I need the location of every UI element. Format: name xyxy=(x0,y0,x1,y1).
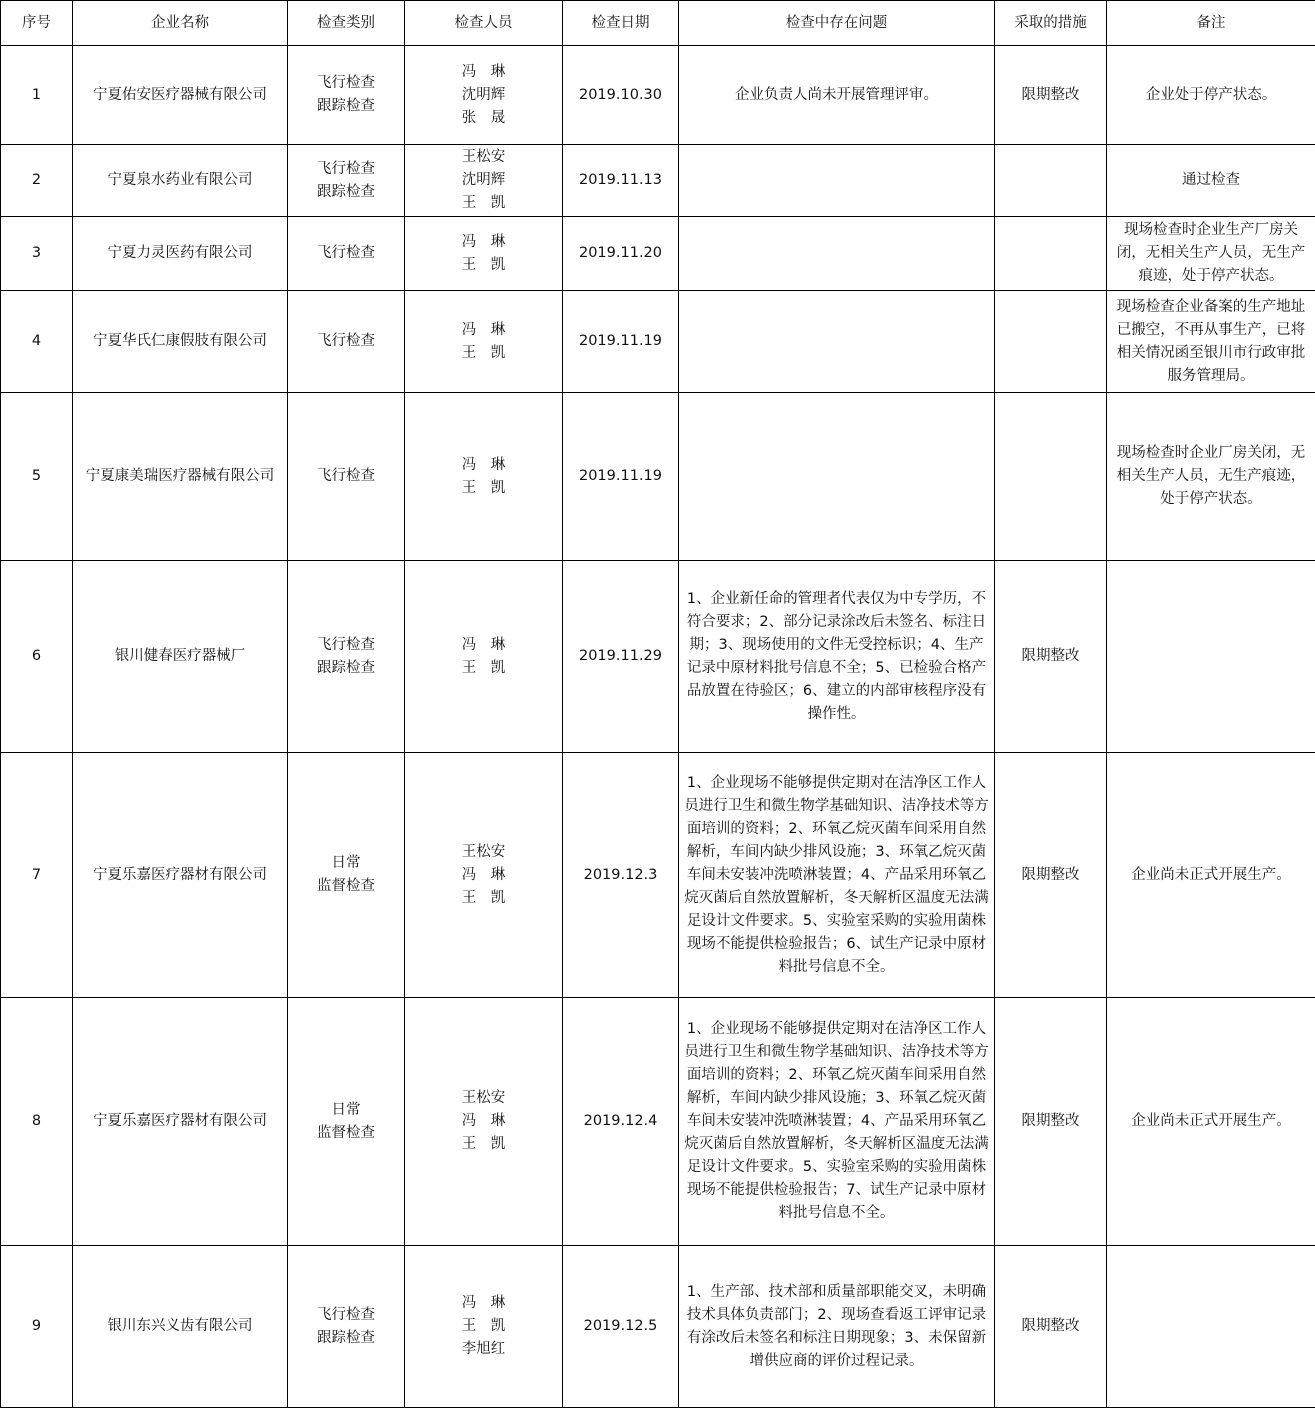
cell-no: 2 xyxy=(1,145,73,217)
header-problems: 检查中存在问题 xyxy=(679,1,995,46)
table-row xyxy=(1,217,1315,291)
inspector-name: 王 凯 xyxy=(461,256,506,273)
table-row xyxy=(1,291,1315,393)
cell-date: 2019.11.20 xyxy=(563,217,679,291)
table-row xyxy=(1,561,1315,753)
inspector-name: 沈明辉 xyxy=(461,86,506,103)
inspector-name: 王松安 xyxy=(461,843,506,860)
cell-problems: 1、企业现场不能够提供定期对在洁净区工作人员进行卫生和微生物学基础知识、洁净技术等方面培训的资料；2、环氧乙烷灭菌车间采用自然解析，车间内缺少排风设施；3、环氧乙烷灭菌车间未安装冲洗喷淋装置；4、产品采用环氧乙烷灭菌后自然放置解析，冬天解析区温度无法满足设计文件要求。5、实验室采购的实验用菌株现场不能提供检验报告；7、试生产记录中原材料批号信息不全。 xyxy=(679,998,995,1246)
category-line: 跟踪检查 xyxy=(317,659,375,676)
header-date: 检查日期 xyxy=(563,1,679,46)
inspector-name: 李旭红 xyxy=(461,1341,506,1357)
cell-inspectors xyxy=(405,561,563,753)
header-remarks: 备注 xyxy=(1107,1,1315,46)
cell-no: 4 xyxy=(1,291,73,393)
cell-no: 9 xyxy=(1,1246,73,1408)
table-row xyxy=(1,46,1315,145)
cell-inspectors xyxy=(405,145,563,217)
cell-remarks: 现场检查时企业厂房关闭，无相关生产人员，无生产痕迹，处于停产状态。 xyxy=(1107,393,1315,561)
cell-category xyxy=(288,145,405,217)
cell-inspectors xyxy=(405,393,563,561)
cell-remarks xyxy=(1107,561,1315,753)
header-company: 企业名称 xyxy=(73,1,288,46)
cell-category xyxy=(288,1246,405,1408)
inspector-name: 冯 琳 xyxy=(461,321,506,338)
cell-measures xyxy=(995,145,1107,217)
category-line: 飞行检查 xyxy=(317,1306,375,1323)
cell-company: 宁夏乐嘉医疗器材有限公司 xyxy=(73,753,288,998)
inspector-name: 王松安 xyxy=(461,149,506,165)
category-line: 飞行检查 xyxy=(317,468,375,484)
header-row xyxy=(1,1,1315,46)
inspector-name: 王 凯 xyxy=(461,479,506,496)
cell-company: 宁夏乐嘉医疗器材有限公司 xyxy=(73,998,288,1246)
category-line: 日常 xyxy=(331,855,361,871)
cell-remarks: 企业处于停产状态。 xyxy=(1107,46,1315,145)
header-no: 序号 xyxy=(1,1,73,46)
inspector-name: 冯 琳 xyxy=(461,636,506,653)
cell-problems xyxy=(679,145,995,217)
cell-problems xyxy=(679,393,995,561)
cell-no: 5 xyxy=(1,393,73,561)
cell-no: 6 xyxy=(1,561,73,753)
header-category: 检查类别 xyxy=(288,1,405,46)
cell-company: 银川健春医疗器械厂 xyxy=(73,561,288,753)
cell-remarks: 企业尚未正式开展生产。 xyxy=(1107,753,1315,998)
category-line: 监督检查 xyxy=(317,878,375,894)
cell-inspectors xyxy=(405,1246,563,1408)
table-row xyxy=(1,1246,1315,1408)
cell-problems: 1、企业现场不能够提供定期对在洁净区工作人员进行卫生和微生物学基础知识、洁净技术等方面培训的资料；2、环氧乙烷灭菌车间采用自然解析，车间内缺少排风设施；3、环氧乙烷灭菌车间未安装冲洗喷淋装置；4、产品采用环氧乙烷灭菌后自然放置解析，冬天解析区温度无法满足设计文件要求。5、实验室采购的实验用菌株现场不能提供检验报告；6、试生产记录中原材料批号信息不全。 xyxy=(679,753,995,998)
inspector-name: 冯 琳 xyxy=(461,866,506,883)
inspector-name: 王松安 xyxy=(461,1090,506,1106)
cell-no: 8 xyxy=(1,998,73,1246)
cell-company: 宁夏华氏仁康假肢有限公司 xyxy=(73,291,288,393)
cell-no: 3 xyxy=(1,217,73,291)
cell-date: 2019.12.5 xyxy=(563,1246,679,1408)
cell-inspectors xyxy=(405,998,563,1246)
cell-measures xyxy=(995,393,1107,561)
cell-no: 1 xyxy=(1,46,73,145)
table-row xyxy=(1,145,1315,217)
cell-company: 银川东兴义齿有限公司 xyxy=(73,1246,288,1408)
cell-no: 7 xyxy=(1,753,73,998)
category-line: 飞行检查 xyxy=(317,245,375,261)
cell-date: 2019.11.13 xyxy=(563,145,679,217)
cell-measures: 限期整改 xyxy=(995,561,1107,753)
inspector-name: 王 凯 xyxy=(461,1318,506,1334)
inspector-name: 张 晟 xyxy=(461,109,506,126)
cell-measures: 限期整改 xyxy=(995,46,1107,145)
header-measures: 采取的措施 xyxy=(995,1,1107,46)
inspector-name: 冯 琳 xyxy=(461,1113,506,1129)
cell-inspectors xyxy=(405,753,563,998)
cell-company: 宁夏佑安医疗器械有限公司 xyxy=(73,46,288,145)
inspector-name: 王 凯 xyxy=(461,195,506,211)
cell-inspectors xyxy=(405,46,563,145)
cell-inspectors xyxy=(405,217,563,291)
cell-category xyxy=(288,393,405,561)
category-line: 跟踪检查 xyxy=(317,183,375,200)
cell-date: 2019.11.19 xyxy=(563,291,679,393)
cell-measures xyxy=(995,217,1107,291)
inspector-name: 冯 琳 xyxy=(461,63,506,80)
cell-category xyxy=(288,217,405,291)
category-line: 监督检查 xyxy=(317,1124,375,1141)
category-line: 飞行检查 xyxy=(317,160,375,177)
cell-problems: 1、生产部、技术部和质量部职能交叉，未明确技术具体负责部门；2、现场查看返工评审记录有涂改后未签名和标注日期现象；3、未保留新增供应商的评价过程记录。 xyxy=(679,1246,995,1408)
inspector-name: 王 凯 xyxy=(461,889,506,906)
cell-measures: 限期整改 xyxy=(995,1246,1107,1408)
inspector-name: 王 凯 xyxy=(461,659,506,676)
cell-date: 2019.10.30 xyxy=(563,46,679,145)
table-row xyxy=(1,393,1315,561)
cell-problems: 1、企业新任命的管理者代表仅为中专学历，不符合要求；2、部分记录涂改后未签名、标注日期；3、现场使用的文件无受控标识；4、生产记录中原材料批号信息不全；5、已检验合格产品放置在待验区；6、建立的内部审核程序没有操作性。 xyxy=(679,561,995,753)
cell-remarks: 通过检查 xyxy=(1107,145,1315,217)
inspector-name: 王 凯 xyxy=(461,344,506,361)
category-line: 飞行检查 xyxy=(317,333,375,349)
cell-date: 2019.11.29 xyxy=(563,561,679,753)
table-row xyxy=(1,753,1315,998)
category-line: 飞行检查 xyxy=(317,75,375,91)
cell-category xyxy=(288,753,405,998)
cell-inspectors xyxy=(405,291,563,393)
cell-remarks: 企业尚未正式开展生产。 xyxy=(1107,998,1315,1246)
inspector-name: 王 凯 xyxy=(461,1136,506,1152)
cell-category xyxy=(288,561,405,753)
cell-category xyxy=(288,46,405,145)
inspector-name: 冯 琳 xyxy=(461,456,506,473)
inspector-name: 沈明辉 xyxy=(461,172,506,188)
cell-measures xyxy=(995,291,1107,393)
category-line: 飞行检查 xyxy=(317,636,375,653)
cell-date: 2019.11.19 xyxy=(563,393,679,561)
inspector-name: 冯 琳 xyxy=(461,233,506,250)
cell-remarks xyxy=(1107,1246,1315,1408)
cell-company: 宁夏力灵医药有限公司 xyxy=(73,217,288,291)
table-row xyxy=(1,998,1315,1246)
cell-problems xyxy=(679,291,995,393)
cell-category xyxy=(288,291,405,393)
cell-date: 2019.12.3 xyxy=(563,753,679,998)
category-line: 跟踪检查 xyxy=(317,1329,375,1346)
header-inspectors: 检查人员 xyxy=(405,1,563,46)
cell-remarks: 现场检查企业备案的生产地址已搬空，不再从事生产，已将相关情况函至银川市行政审批服务管理局。 xyxy=(1107,291,1315,393)
category-line: 跟踪检查 xyxy=(317,98,375,114)
cell-remarks: 现场检查时企业生产厂房关闭，无相关生产人员，无生产痕迹，处于停产状态。 xyxy=(1107,217,1315,291)
cell-measures: 限期整改 xyxy=(995,998,1107,1246)
cell-problems: 企业负责人尚未开展管理评审。 xyxy=(679,46,995,145)
cell-date: 2019.12.4 xyxy=(563,998,679,1246)
cell-category xyxy=(288,998,405,1246)
inspector-name: 冯 琳 xyxy=(461,1295,506,1311)
cell-problems xyxy=(679,217,995,291)
cell-company: 宁夏康美瑞医疗器械有限公司 xyxy=(73,393,288,561)
category-line: 日常 xyxy=(331,1101,361,1118)
cell-company: 宁夏泉水药业有限公司 xyxy=(73,145,288,217)
cell-measures: 限期整改 xyxy=(995,753,1107,998)
